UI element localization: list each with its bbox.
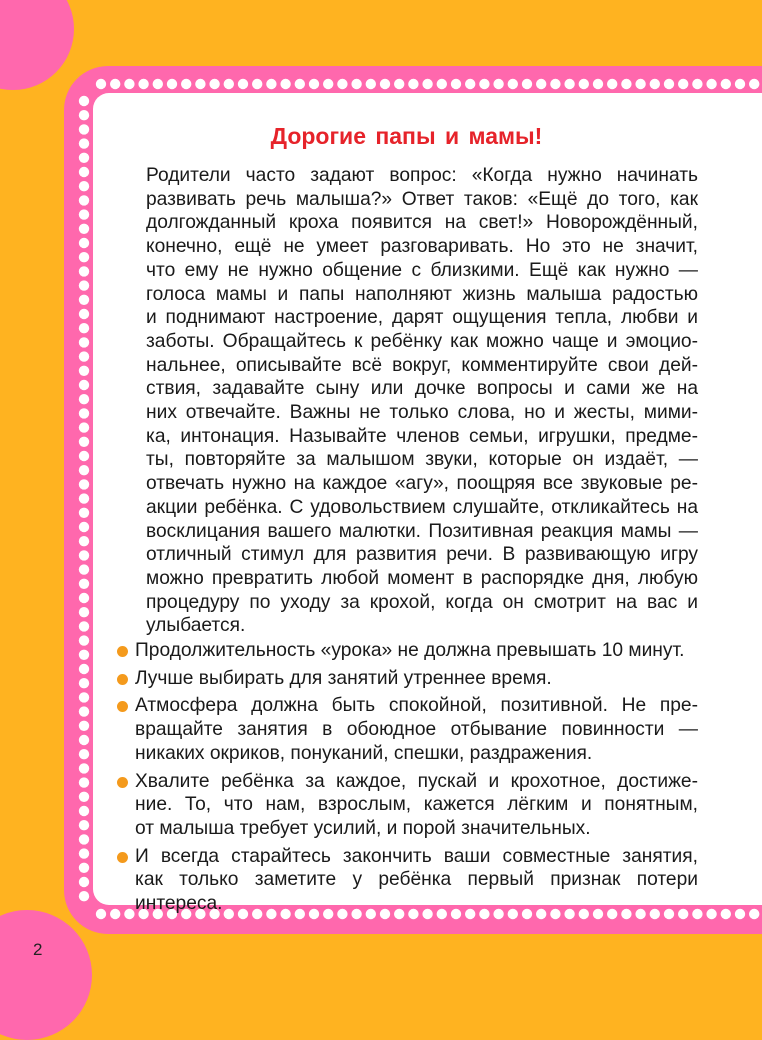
page-title: Дорогие папы и мамы! (270, 123, 543, 149)
border-dot (721, 79, 731, 89)
border-dot (621, 79, 631, 89)
border-dot (79, 536, 89, 546)
border-dot (181, 79, 191, 89)
intro-line: ты, повторяйте за малышом звуки, которые он издаёт, — (146, 449, 698, 471)
border-dot (79, 209, 89, 219)
border-dot (465, 79, 475, 89)
border-dot (351, 79, 361, 89)
border-dot (79, 834, 89, 844)
border-dot (79, 664, 89, 674)
bullet-dot-icon (117, 852, 128, 863)
border-dot (735, 79, 745, 89)
border-dot (536, 79, 546, 89)
border-dot (79, 110, 89, 120)
border-dot (79, 777, 89, 787)
intro-line: восклицания вашего малютки. Позитивная реакция мамы — (146, 520, 698, 542)
tip-line: Хвалите ребёнка за каждое, пускай и крохотное, достиже- (135, 770, 698, 792)
border-dot (79, 408, 89, 418)
border-dot (408, 79, 418, 89)
border-dot (79, 650, 89, 660)
border-dot (79, 195, 89, 205)
border-dot (79, 266, 89, 276)
border-dot (650, 79, 660, 89)
border-dot (366, 79, 376, 89)
intro-line: и поднимают настроение, дарят ощущения тепла, любви и (146, 307, 698, 329)
page-content (115, 118, 698, 920)
intro-line: что ему не нужно общение с близкими. Ещё как нужно — (146, 259, 698, 281)
border-dot (79, 749, 89, 759)
border-dot (138, 79, 148, 89)
tip-line: от малыша требует усилий, и порой значительных. (135, 817, 591, 839)
border-dot (706, 79, 716, 89)
bullet-dot-icon (117, 674, 128, 685)
tip-line: ние. То, что нам, взрослым, кажется лёгким и понятным, (135, 794, 698, 816)
border-dot (79, 153, 89, 163)
border-dot (79, 252, 89, 262)
border-dot (195, 79, 205, 89)
border-dot (323, 79, 333, 89)
border-dot (79, 706, 89, 716)
border-dot (522, 79, 532, 89)
intro-line: долгожданный кроха появится на свет!» Новорождённый, (146, 212, 698, 234)
border-dot (79, 96, 89, 106)
border-dot (110, 79, 120, 89)
tip-line: интереса. (135, 893, 223, 915)
border-dot (79, 366, 89, 376)
tip-item (115, 694, 698, 765)
border-dot (579, 79, 589, 89)
border-dot (493, 79, 503, 89)
border-dot (280, 79, 290, 89)
intro-line: отличный стимул для развития речи. В развивающую игру (146, 544, 698, 566)
bullet-dot-icon (117, 701, 128, 712)
tip-line: И всегда старайтесь закончить ваши совместные занятия, (135, 845, 698, 867)
border-dot (79, 280, 89, 290)
page-number: 2 (33, 940, 43, 959)
border-dot (167, 79, 177, 89)
border-dot (479, 79, 489, 89)
border-dot (664, 79, 674, 89)
tip-item (115, 639, 698, 663)
intro-line: процедуру по уходу за крохой, когда он смотрит на вас и (146, 591, 698, 613)
border-dot (79, 479, 89, 489)
border-dot (224, 79, 234, 89)
tip-item (115, 667, 698, 691)
tip-line: как только заметите у ребёнка первый признак потери (135, 869, 698, 891)
border-dot (79, 181, 89, 191)
border-dot (749, 909, 759, 919)
border-dot (79, 451, 89, 461)
border-dot (394, 79, 404, 89)
tip-item (115, 845, 698, 916)
border-dot (79, 508, 89, 518)
tips-list (115, 639, 698, 916)
border-dot (508, 79, 518, 89)
border-dot (295, 79, 305, 89)
border-dot (437, 79, 447, 89)
intro-line: ствия, задавайте сыну или дочке вопросы и сами же на (146, 378, 698, 400)
border-dot (79, 167, 89, 177)
border-dot (79, 224, 89, 234)
border-dot (79, 721, 89, 731)
border-dot (79, 337, 89, 347)
border-dot (79, 380, 89, 390)
border-dot (252, 79, 262, 89)
bullet-dot-icon (117, 646, 128, 657)
border-dot (79, 863, 89, 873)
border-dot (79, 351, 89, 361)
border-dot (79, 635, 89, 645)
tip-item (115, 770, 698, 841)
border-dot (79, 522, 89, 532)
border-dot (79, 465, 89, 475)
intro-line: нальнее, описывайте всё вокруг, комментируйте свои дей- (146, 354, 698, 376)
border-dot (706, 909, 716, 919)
border-dot (721, 909, 731, 919)
border-dot (79, 564, 89, 574)
intro-line: можно превратить любой момент в распорядке дня, любую (146, 567, 698, 589)
border-dot (266, 79, 276, 89)
border-dot (79, 806, 89, 816)
border-dot (209, 79, 219, 89)
intro-line: конечно, ещё не умеет разговаривать. Но это не значит, (146, 236, 698, 258)
border-dot (79, 238, 89, 248)
intro-line: ка, интонация. Называйте членов семьи, игрушки, предме- (146, 425, 698, 447)
border-dot (79, 792, 89, 802)
border-dot (79, 422, 89, 432)
intro-paragraph (115, 164, 698, 638)
border-dot (79, 138, 89, 148)
intro-line: голоса мамы и папы наполняют жизнь малыша радостью (146, 283, 698, 305)
bullet-dot-icon (117, 777, 128, 788)
border-dot (635, 79, 645, 89)
border-dot (79, 593, 89, 603)
border-dot (79, 295, 89, 305)
intro-line: развивать речь малыша?» Ответ таков: «Ещё до того, как (146, 188, 698, 210)
tip-line: Продолжительность «урока» не должна превышать 10 минут. (135, 640, 685, 662)
intro-line: них отвечайте. Важны не только слова, но и жесты, мими- (146, 402, 698, 424)
border-dot (692, 79, 702, 89)
border-dot (607, 79, 617, 89)
border-dot (238, 79, 248, 89)
border-dot (79, 579, 89, 589)
border-dot (96, 79, 106, 89)
intro-line: улыбается. (146, 615, 246, 637)
border-dot (96, 909, 106, 919)
border-dot (79, 621, 89, 631)
border-dot (451, 79, 461, 89)
border-dot (550, 79, 560, 89)
intro-line: отвечать нужно на каждое «агу», поощряя все звуковые ре- (146, 473, 698, 495)
border-dot (79, 437, 89, 447)
border-dot (79, 735, 89, 745)
border-dot (79, 493, 89, 503)
tip-line: никаких окриков, понуканий, спешки, раздражения. (135, 742, 593, 764)
border-dot (79, 877, 89, 887)
border-dot (79, 848, 89, 858)
border-dot (422, 79, 432, 89)
intro-line: Родители часто задают вопрос: «Когда нужно начинать (146, 165, 698, 186)
border-dot (678, 79, 688, 89)
border-dot (153, 79, 163, 89)
border-dot (79, 323, 89, 333)
tip-line: Атмосфера должна быть спокойной, позитивной. Не пре- (135, 695, 698, 717)
border-dot (79, 607, 89, 617)
border-dot (79, 550, 89, 560)
border-dot (79, 820, 89, 830)
border-dot (79, 394, 89, 404)
border-dot (124, 79, 134, 89)
tip-line: вращайте занятия в обоюдное отбывание повинности — (135, 719, 698, 741)
border-dot (79, 678, 89, 688)
border-dot (79, 891, 89, 901)
intro-line: заботы. Обращайтесь к ребёнку как можно чаще и эмоцио- (146, 330, 698, 352)
border-dot (309, 79, 319, 89)
border-dot (735, 909, 745, 919)
intro-line: акции ребёнка. С удовольствием слушайте, откликайтесь на (146, 496, 698, 518)
border-dot (79, 124, 89, 134)
border-dot (593, 79, 603, 89)
tip-line: Лучше выбирать для занятий утреннее время. (135, 667, 552, 689)
border-dot (79, 309, 89, 319)
border-dot (564, 79, 574, 89)
border-dot (749, 79, 759, 89)
border-dot (337, 79, 347, 89)
border-dot (79, 763, 89, 773)
border-dot (380, 79, 390, 89)
border-dot (79, 692, 89, 702)
